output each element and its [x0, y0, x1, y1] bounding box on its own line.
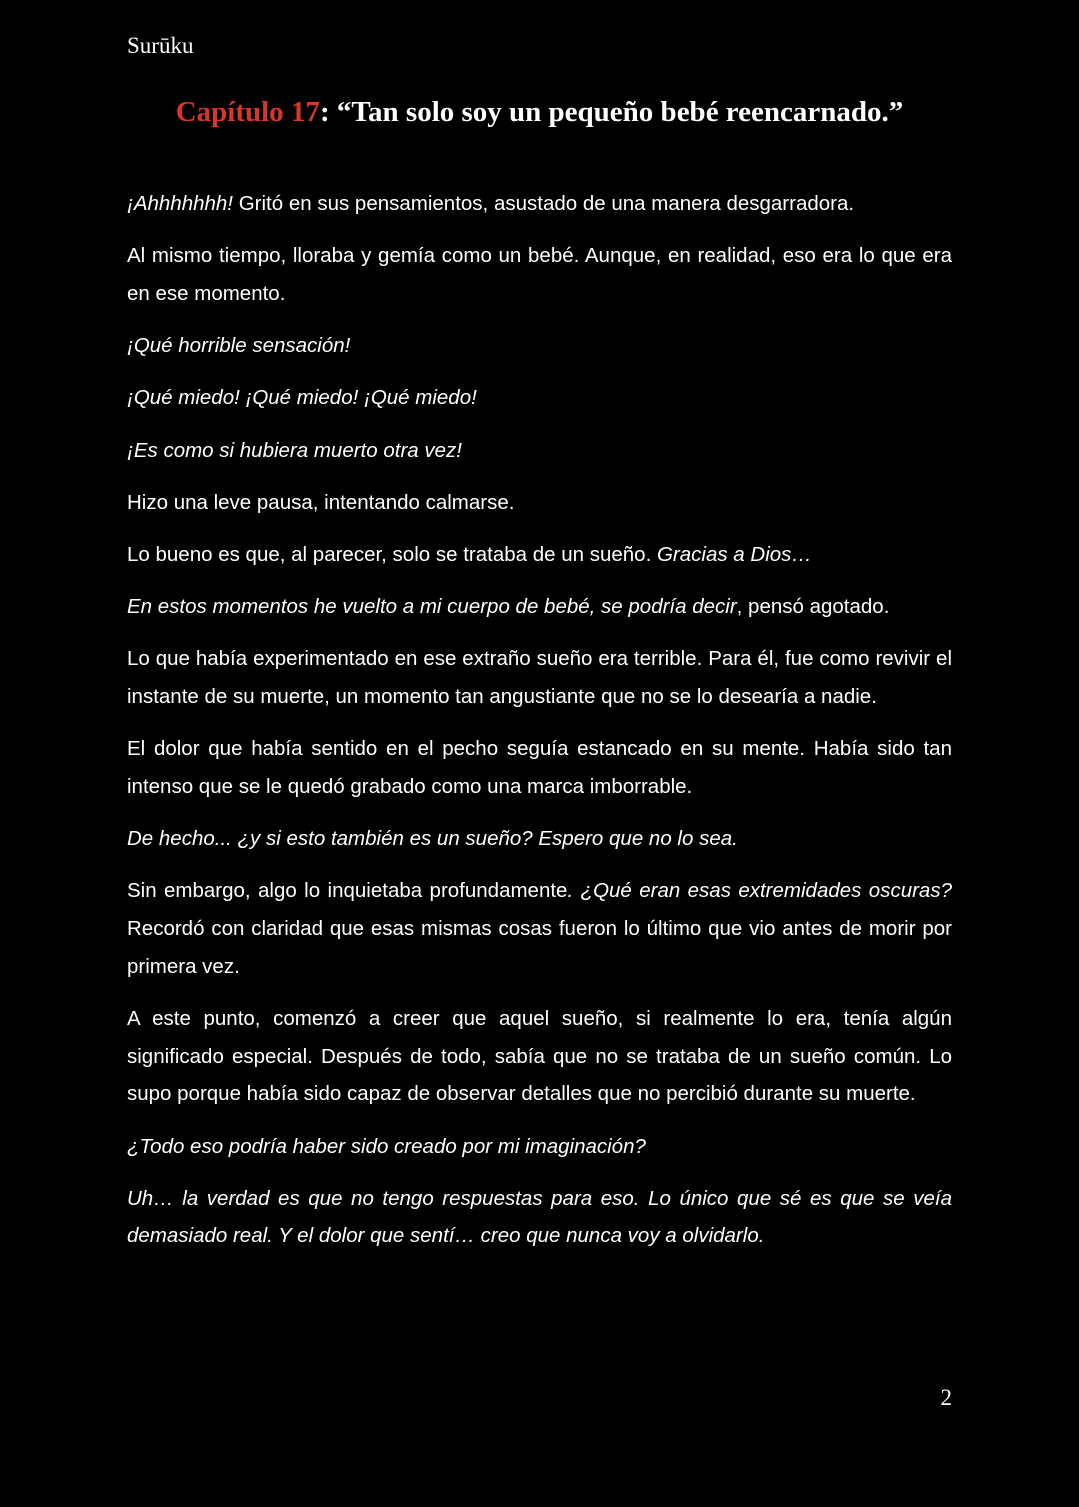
text-segment: Lo bueno es que, al parecer, solo se trataba de un sueño.	[127, 542, 657, 566]
italic-text-segment: ¡Es como si hubiera muerto otra vez!	[127, 438, 462, 462]
paragraph	[127, 1180, 952, 1255]
text-segment: Hizo una leve pausa, intentando calmarse.	[127, 490, 515, 514]
text-segment: Gritó en sus pensamientos, asustado de una manera desgarradora.	[233, 192, 855, 215]
italic-text-segment: . ¿Qué eran esas extremidades oscuras?	[567, 879, 952, 903]
italic-text-segment: ¿Todo eso podría haber sido creado por mi imaginación?	[127, 1134, 646, 1158]
paragraph	[127, 432, 952, 470]
paragraph	[127, 1128, 952, 1166]
text-segment: Al mismo tiempo, lloraba y gemía como un bebé. Aunque, en realidad, eso era lo que era en ese momento.	[127, 244, 952, 305]
paragraph	[127, 379, 952, 417]
text-segment: Lo que había experimentado en ese extraño sueño era terrible. Para él, fue como revivir el instante de su muerte, un momento tan angustiante que no se lo desearía a nadie.	[127, 647, 952, 709]
chapter-title-separator: :	[319, 96, 337, 128]
italic-text-segment: De hecho... ¿y si esto también es un sueño? Espero que no lo sea.	[127, 827, 738, 851]
body-text	[127, 185, 952, 1270]
paragraph	[127, 536, 952, 574]
paragraph	[127, 484, 952, 522]
paragraph	[127, 588, 952, 626]
text-segment: El dolor que había sentido en el pecho seguía estancado en su mente. Había sido tan intenso que se le quedó grabado como una marca imborrable.	[127, 737, 952, 798]
chapter-title	[0, 96, 1079, 129]
paragraph	[127, 1000, 952, 1113]
text-segment: Recordó con claridad que esas mismas cosas fueron lo último que vio antes de morir por primera vez.	[127, 917, 952, 978]
paragraph	[127, 237, 952, 312]
chapter-label: Capítulo 17	[175, 96, 320, 128]
italic-text-segment: ¡Ahhhhhhh!	[127, 192, 234, 215]
italic-text-segment: ¡Qué horrible sensación!	[127, 334, 351, 358]
italic-text-segment: ¡Qué miedo! ¡Qué miedo! ¡Qué miedo!	[127, 386, 477, 410]
italic-text-segment: En estos momentos he vuelto a mi cuerpo de bebé, se podría decir	[127, 595, 737, 619]
text-segment: A este punto, comenzó a creer que aquel sueño, si realmente lo era, tenía algún significado especial. Después de todo, sabía que no se trataba de un sueño común. Lo supo porque había sido capaz de observar detalles que no percibió durante su muerte.	[127, 1006, 952, 1106]
paragraph	[127, 872, 952, 985]
text-segment: , pensó agotado.	[736, 595, 890, 619]
paragraph	[127, 730, 952, 805]
paragraph	[127, 327, 952, 365]
paragraph	[127, 640, 952, 715]
chapter-title-text: “Tan solo soy un pequeño bebé reencarnado.”	[336, 96, 904, 128]
italic-text-segment: Uh… la verdad es que no tengo respuestas para eso. Lo único que sé es que se veía demasiado real. Y el dolor que sentí… creo que nunca voy a olvidarlo.	[127, 1186, 952, 1248]
running-header: Surūku	[127, 33, 194, 58]
page-number: 2	[940, 1385, 952, 1410]
paragraph	[127, 185, 952, 223]
paragraph	[127, 820, 952, 858]
text-segment: Sin embargo, algo lo inquietaba profundamente	[127, 879, 568, 903]
italic-text-segment: Gracias a Dios…	[656, 542, 812, 566]
